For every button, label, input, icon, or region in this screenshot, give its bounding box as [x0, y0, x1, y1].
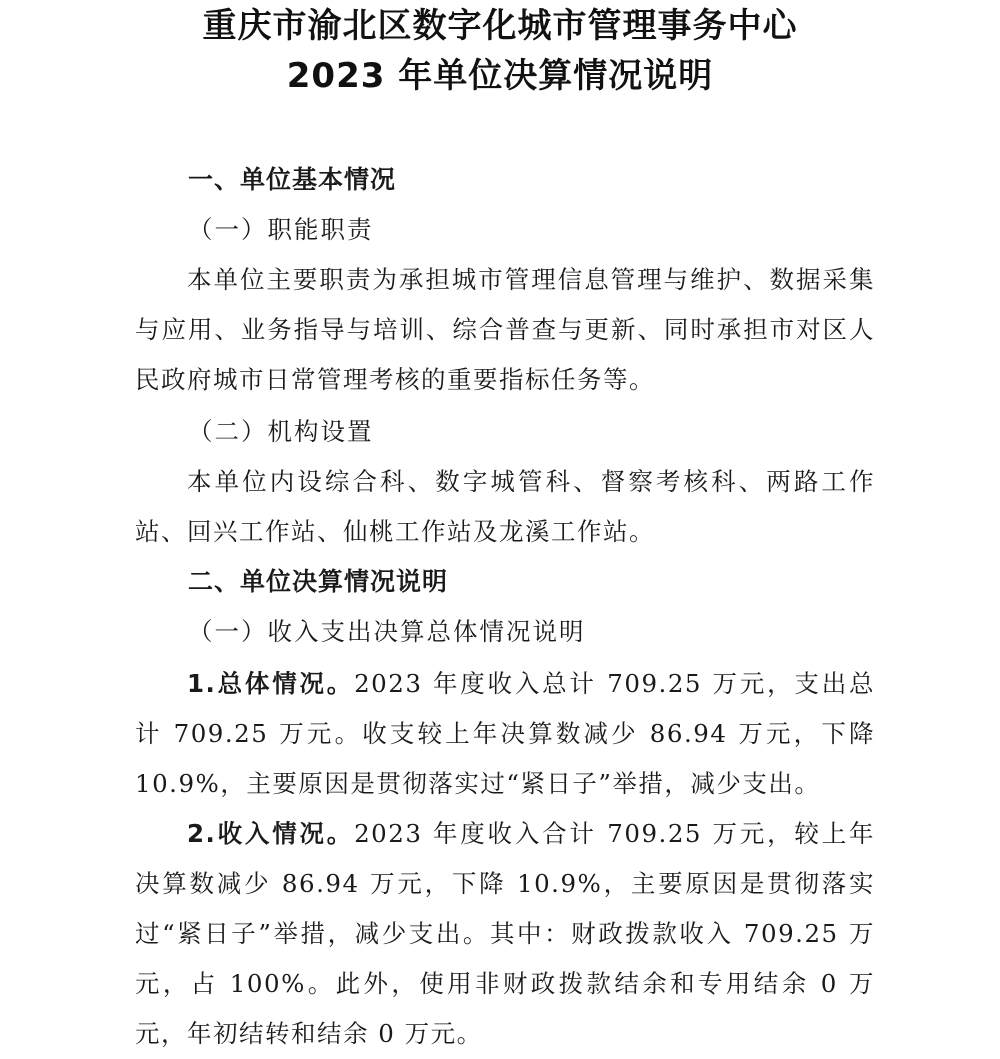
- section1-sub1-paragraph: 本单位主要职责为承担城市管理信息管理与维护、数据采集与应用、业务指导与培训、综合普查与更新、同时承担市对区人民政府城市日常管理考核的重要指标任务等。: [135, 265, 875, 394]
- paragraph-lead: 2.收入情况。: [187, 819, 355, 848]
- section1-sub1-heading: （一）职能职责: [188, 215, 374, 244]
- document-title-line1: 重庆市渝北区数字化城市管理事务中心: [202, 6, 798, 46]
- section2-heading: 二、单位决算情况说明: [188, 567, 449, 596]
- paragraph-text: 2023 年度收入合计 709.25 万元，较上年决算数减少 86.94 万元，下降 10.9%，主要原因是贯彻落实过“紧日子”举措，减少支出。其中：财政拨款收入 709.25 万元，占 100%。此外，使用非财政拨款结余和专用结余 0 万元，年初结转和结余 0 万元。: [135, 819, 875, 1048]
- paragraph-lead: 1.总体情况。: [187, 669, 355, 698]
- section1-heading: 一、单位基本情况: [188, 165, 397, 194]
- section1-sub2-heading: （二）机构设置: [188, 417, 374, 446]
- section1-sub2-paragraph: 本单位内设综合科、数字城管科、督察考核科、两路工作站、回兴工作站、仙桃工作站及龙溪工作站。: [135, 467, 875, 546]
- section2-paragraph-income: [135, 809, 875, 1059]
- document-title-line2: 2023 年单位决算情况说明: [286, 56, 714, 96]
- paragraph-text: 2023 年度收入总计 709.25 万元，支出总计 709.25 万元。收支较上年决算数减少 86.94 万元，下降 10.9%，主要原因是贯彻落实过“紧日子”举措，减少支出。: [135, 669, 875, 798]
- section2-paragraph-overall: [135, 659, 875, 809]
- section2-sub1-heading: （一）收入支出决算总体情况说明: [188, 617, 586, 646]
